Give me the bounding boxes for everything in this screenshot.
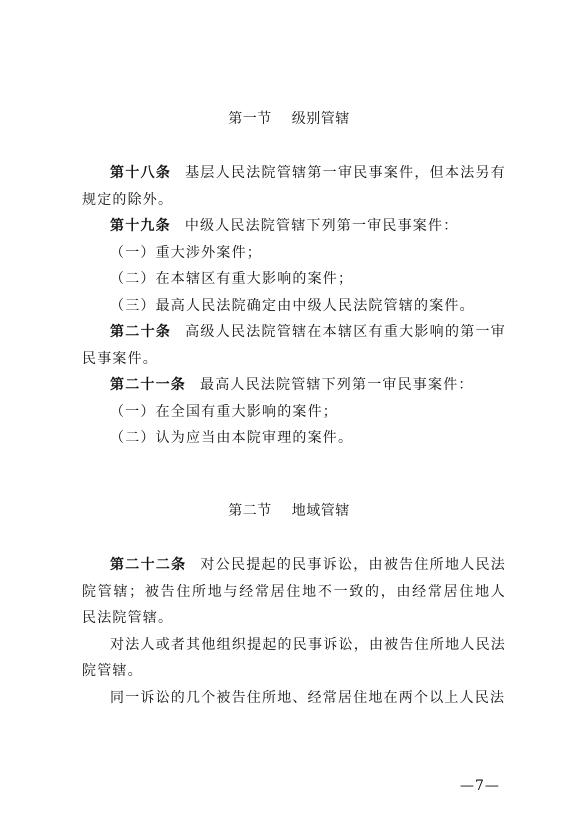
article-22 [82,552,506,632]
article-label: 第十九条 [110,218,171,234]
section-name: 地域管辖 [291,503,350,519]
section-number: 第一节 [228,111,272,127]
article-label: 第二十二条 [110,557,187,573]
article-18 [82,160,506,213]
list-item: （一）在全国有重大影响的案件； [110,403,338,420]
list-item: （一）重大涉外案件； [110,244,262,261]
section-title-1 [0,108,578,128]
section-2-body [82,552,506,711]
article-text: 基层人民法院管辖第一审民事案件，但本法另有规定的除外。 [82,165,506,208]
article-label: 第二十一条 [110,377,186,393]
list-item: （二）认为应当由本院审理的案件。 [110,430,354,446]
section-number: 第二节 [228,503,272,519]
article-text: 最高人民法院管辖下列第一审民事案件： [200,377,474,393]
article-21 [82,372,506,399]
article-label: 第十八条 [110,165,172,181]
page-number: —7— [460,778,500,794]
section-1-body [82,160,506,452]
section-name: 级别管辖 [291,111,350,127]
list-item: （三）最高人民法院确定由中级人民法院管辖的案件。 [110,297,475,314]
article-text: 高级人民法院管辖在本辖区有重大影响的第一审民事案件。 [82,324,506,367]
article-label: 第二十条 [110,324,172,340]
list-item: （二）在本辖区有重大影响的案件； [110,271,354,287]
paragraph: 对法人或者其他组织提起的民事诉讼，由被告住所地人民法院管辖。 [82,636,506,679]
article-text: 对公民提起的民事诉讼，由被告住所地人民法院管辖；被告住所地与经常居住地不一致的，由经常居住地人民法院管辖。 [82,557,507,626]
article-19 [82,213,506,240]
section-title-2 [0,500,578,520]
article-text: 中级人民法院管辖下列第一审民事案件： [184,218,459,234]
article-20 [82,319,506,372]
paragraph: 同一诉讼的几个被告住所地、经常居住地在两个以上人民法 [110,689,506,706]
